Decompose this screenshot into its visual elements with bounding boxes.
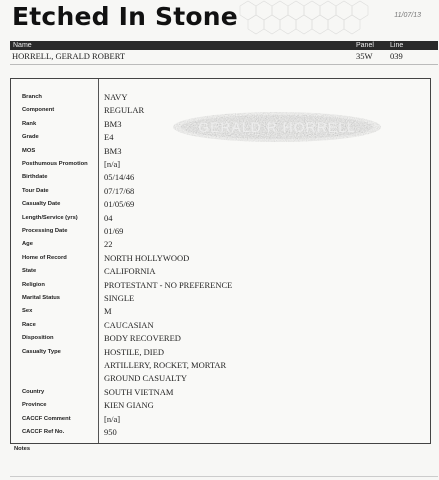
field-label: Religion xyxy=(22,281,45,288)
field-label: Casualty Date xyxy=(22,201,61,208)
column-header-bar xyxy=(10,41,438,50)
field-row xyxy=(11,212,430,225)
field-value: KIEN GIANG xyxy=(104,400,154,411)
field-row xyxy=(11,305,430,318)
field-label: Home of Record xyxy=(22,254,67,261)
field-label: CACCF Comment xyxy=(22,415,71,422)
field-label: Disposition xyxy=(22,335,54,342)
field-row xyxy=(11,279,430,292)
field-value: 04 xyxy=(104,212,113,223)
field-row xyxy=(11,91,430,104)
record-name-row xyxy=(10,51,438,63)
field-label: Age xyxy=(22,241,33,248)
field-value: 22 xyxy=(104,239,113,250)
field-value: HOSTILE, DIED xyxy=(104,346,164,357)
field-row xyxy=(11,198,430,211)
field-value: GROUND CASUALTY xyxy=(104,373,188,384)
field-label: Processing Date xyxy=(22,228,68,234)
field-row xyxy=(11,185,430,198)
field-value: SOUTH VIETNAM xyxy=(104,386,174,397)
field-label: Branch xyxy=(22,94,42,100)
field-value: E4 xyxy=(104,132,114,143)
field-label: Birthdate xyxy=(22,174,48,181)
field-label: Casualty Type xyxy=(22,348,61,355)
panel-column-header: Panel xyxy=(356,42,374,49)
field-label: Grade xyxy=(22,134,39,141)
field-label: Rank xyxy=(22,120,37,127)
field-row xyxy=(11,265,430,278)
field-label: Tour Date xyxy=(22,187,49,194)
field-row xyxy=(11,386,430,399)
field-label: Sex xyxy=(22,308,33,315)
field-label: CACCF Ref No. xyxy=(22,429,65,435)
field-label: Marital Status xyxy=(22,295,61,301)
field-value: BM3 xyxy=(104,145,122,156)
field-row xyxy=(11,399,430,412)
field-label: MOS xyxy=(22,147,36,154)
field-value: 01/69 xyxy=(104,226,124,236)
field-value: 05/14/46 xyxy=(104,172,135,183)
field-row xyxy=(11,372,430,385)
field-value: BM3 xyxy=(104,118,122,129)
field-label: Country xyxy=(22,388,45,395)
page-title: Etched In Stone xyxy=(12,2,238,31)
field-label: Length/Service (yrs) xyxy=(22,214,78,221)
field-value: 07/17/68 xyxy=(104,185,135,196)
field-label: Component xyxy=(22,107,55,114)
field-row xyxy=(11,426,430,439)
field-row xyxy=(11,292,430,305)
field-value: [n/a] xyxy=(104,159,121,169)
field-value: CALIFORNIA xyxy=(104,266,156,277)
field-label: Posthumous Promotion xyxy=(22,161,88,167)
field-value: M xyxy=(104,306,112,317)
field-label: Province xyxy=(22,402,47,409)
field-value: 950 xyxy=(104,427,117,437)
field-row xyxy=(11,319,430,332)
field-value: PROTESTANT - NO PREFERENCE xyxy=(104,279,233,290)
record-name: HORRELL, GERALD ROBERT xyxy=(12,51,126,61)
field-value: [n/a] xyxy=(104,413,121,424)
field-label: Race xyxy=(22,321,36,328)
field-row xyxy=(11,413,430,426)
record-line: 039 xyxy=(390,51,403,61)
field-value: ARTILLERY, ROCKET, MORTAR xyxy=(104,360,227,370)
field-row xyxy=(11,252,430,265)
field-value: 01/05/69 xyxy=(104,199,135,210)
field-value: NAVY xyxy=(104,92,128,102)
field-row xyxy=(11,171,430,184)
line-column-header: Line xyxy=(390,42,404,49)
field-row xyxy=(11,332,430,345)
field-value: REGULAR xyxy=(104,105,145,116)
field-value: SINGLE xyxy=(104,293,135,303)
notes-label: Notes xyxy=(14,446,31,452)
field-row xyxy=(11,158,430,171)
field-row xyxy=(11,346,430,359)
record-panel: 35W xyxy=(356,51,373,61)
name-column-header: Name xyxy=(13,42,32,49)
field-label: State xyxy=(22,268,37,275)
field-value: BODY RECOVERED xyxy=(104,333,181,344)
name-rubbing-image xyxy=(172,110,382,144)
bottom-divider xyxy=(10,476,438,477)
field-value: NORTH HOLLYWOOD xyxy=(104,252,190,263)
field-value: CAUCASIAN xyxy=(104,319,154,330)
field-row xyxy=(11,225,430,238)
field-row xyxy=(11,359,430,372)
header-divider xyxy=(10,64,438,65)
field-row xyxy=(11,145,430,158)
rubbing-text: GERALD R HORRELL xyxy=(198,119,356,135)
field-row xyxy=(11,238,430,251)
date-stamp: 11/07/13 xyxy=(394,12,421,19)
